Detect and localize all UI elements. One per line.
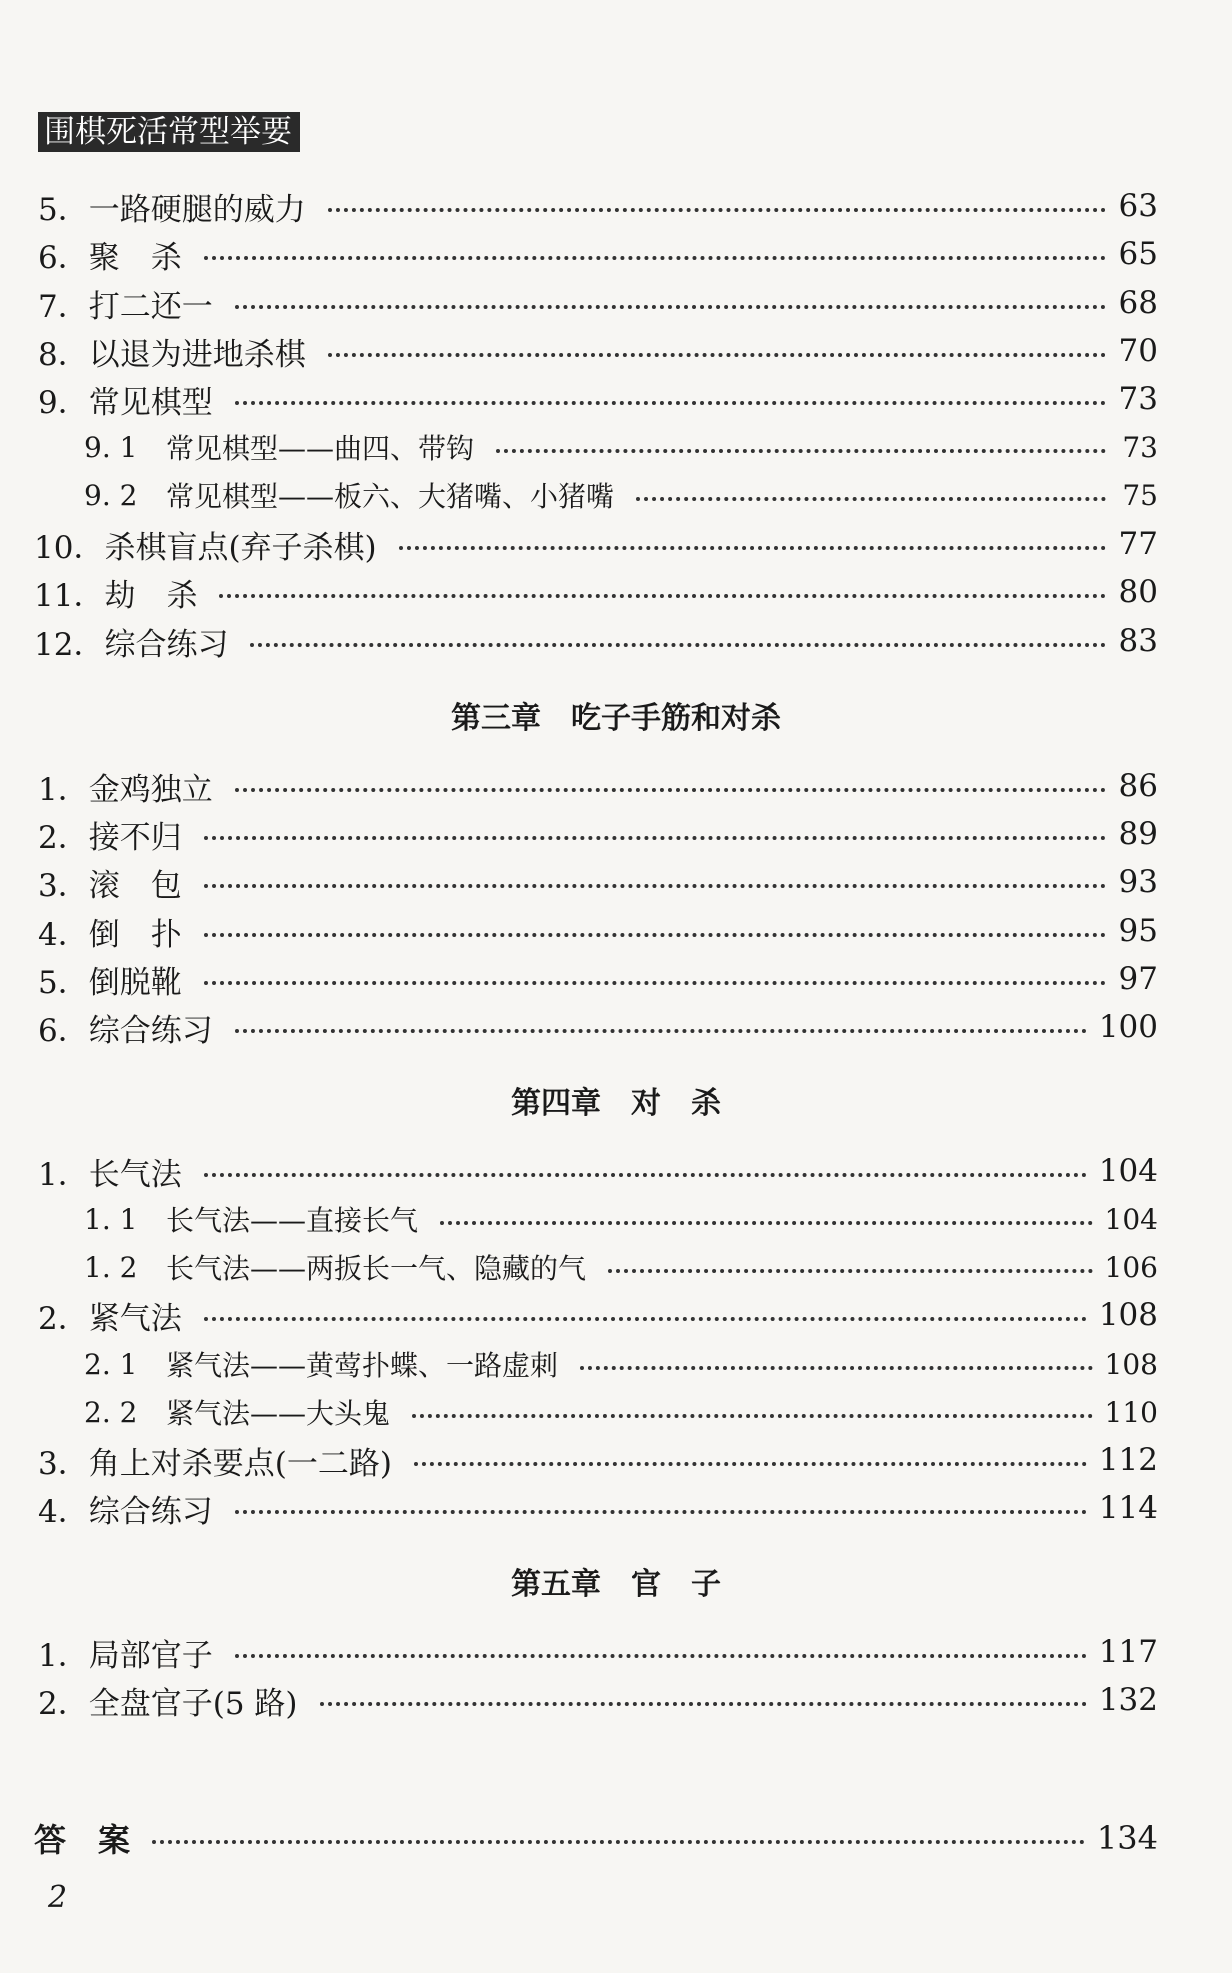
entry-number: 1． [38,1156,89,1193]
entry-number: 1． [38,771,89,808]
toc-entry[interactable] [38,909,1158,953]
entry-title: 滚 包 [88,867,182,904]
dot-leader [204,981,1106,985]
toc-entry[interactable] [38,1149,1158,1193]
toc-subentry[interactable] [84,425,1158,469]
entry-title: 角上对杀要点(一二路) [88,1445,392,1482]
entry-number: 6． [38,239,89,276]
entry-title: 杀棋盲点(弃子杀棋) [104,529,377,566]
dot-leader [204,884,1106,888]
dot-leader [440,1221,1093,1225]
dot-leader [399,546,1106,550]
toc-entry[interactable] [38,377,1158,421]
entry-title: 以退为进地杀棋 [88,336,306,373]
entry-page: 112 [1098,1442,1158,1478]
entry-number: 1. 2 [84,1250,138,1284]
chapter-heading: 第四章 对 杀 [511,1086,721,1121]
dot-leader [414,1462,1087,1466]
entry-page: 100 [1098,1009,1158,1045]
toc-entry-answers[interactable] [34,1816,1158,1860]
entry-number: 11． [34,577,105,614]
entry-page: 73 [1118,381,1158,417]
entry-title: 综合练习 [88,1012,213,1049]
entry-title: 答 案 [34,1821,131,1859]
entry-page: 104 [1104,1202,1158,1236]
entry-page: 95 [1118,913,1158,949]
toc-subentry[interactable] [84,1197,1158,1241]
dot-leader [235,1029,1087,1033]
entry-page: 108 [1098,1297,1158,1333]
entry-title: 接不归 [88,819,182,856]
toc-entry[interactable] [38,957,1158,1001]
toc-subentry[interactable] [84,1342,1158,1386]
toc-entry[interactable] [38,1293,1158,1337]
entry-title: 常见棋型——曲四、带钩 [166,432,475,465]
entry-number: 7． [38,288,89,325]
dot-leader [152,1840,1085,1844]
toc-subentry[interactable] [84,473,1158,517]
dot-leader [204,1317,1087,1321]
toc-entry[interactable] [38,1005,1158,1049]
entry-title: 金鸡独立 [88,771,213,808]
entry-number: 3． [38,1445,89,1482]
entry-page: 77 [1118,526,1158,562]
entry-title: 常见棋型——板六、大猪嘴、小猪嘴 [166,480,615,513]
entry-title: 打二还一 [88,288,213,325]
dot-leader [608,1269,1093,1273]
toc-subentry[interactable] [84,1390,1158,1434]
entry-page: 104 [1098,1153,1158,1189]
dot-leader [235,305,1106,309]
entry-number: 9． [38,384,89,421]
entry-number: 6． [38,1012,89,1049]
entry-page: 106 [1104,1250,1158,1284]
entry-number: 10． [34,529,105,566]
dot-leader [320,1702,1087,1706]
toc-entry[interactable] [38,1630,1158,1674]
entry-page: 97 [1118,961,1158,997]
entry-page: 65 [1118,236,1158,272]
entry-title: 局部官子 [88,1637,213,1674]
toc-entry[interactable] [38,812,1158,856]
entry-title: 倒脱靴 [88,964,182,1001]
entry-number: 1． [38,1637,89,1674]
entry-page: 93 [1118,864,1158,900]
entry-page: 110 [1104,1395,1158,1429]
dot-leader [204,1173,1087,1177]
entry-page: 83 [1118,623,1158,659]
entry-title: 长气法 [88,1156,182,1193]
chapter-heading: 第三章 吃子手筋和对杀 [451,701,781,736]
entry-page: 73 [1122,430,1158,464]
toc-entry[interactable] [38,860,1158,904]
entry-page: 86 [1118,768,1158,804]
entry-title: 常见棋型 [88,384,213,421]
dot-leader [328,208,1106,212]
page-number: 2 [48,1880,68,1915]
entry-title: 倒 扑 [88,916,182,953]
dot-leader [235,1510,1087,1514]
entry-page: 114 [1098,1490,1158,1526]
toc-entry[interactable] [38,281,1158,325]
entry-page: 80 [1118,574,1158,610]
toc-entry[interactable] [34,570,1158,614]
chapter-heading: 第五章 官 子 [511,1567,721,1602]
entry-page: 108 [1104,1347,1158,1381]
toc-entry[interactable] [38,329,1158,373]
entry-page: 68 [1118,285,1158,321]
toc-entry[interactable] [38,764,1158,808]
entry-number: 2． [38,1300,89,1337]
entry-page: 63 [1118,188,1158,224]
entry-title: 紧气法——大头鬼 [166,1397,391,1430]
dot-leader [328,353,1106,357]
dot-leader [219,594,1106,598]
dot-leader [636,497,1106,501]
entry-title: 劫 杀 [104,577,198,614]
entry-page: 89 [1118,816,1158,852]
dot-leader [496,449,1106,453]
entry-number: 2． [38,819,89,856]
toc-entry[interactable] [34,619,1158,663]
dot-leader [250,643,1106,647]
entry-number: 5． [38,964,89,1001]
entry-number: 2． [38,1685,89,1722]
toc-entry[interactable] [38,1438,1158,1482]
toc-entry[interactable] [38,1486,1158,1530]
dot-leader [412,1414,1093,1418]
entry-number: 2. 1 [84,1347,138,1381]
toc-entry[interactable] [38,1678,1158,1722]
dot-leader [204,836,1106,840]
entry-number: 3． [38,867,89,904]
entry-page: 75 [1122,478,1158,512]
entry-title: 紧气法 [88,1300,182,1337]
entry-page: 117 [1098,1634,1158,1670]
entry-number: 9. 1 [84,430,138,464]
dot-leader [580,1366,1093,1370]
dot-leader [204,933,1106,937]
entry-title: 综合练习 [104,626,229,663]
entry-title: 全盘官子(5 路) [88,1685,298,1722]
entry-page: 70 [1118,333,1158,369]
toc-entry[interactable] [34,522,1158,566]
entry-number: 4． [38,916,89,953]
entry-number: 1. 1 [84,1202,138,1236]
entry-title: 聚 杀 [88,239,182,276]
dot-leader [235,1654,1087,1658]
entry-number: 2. 2 [84,1395,138,1429]
entry-page: 132 [1098,1682,1158,1718]
toc-entry[interactable] [38,232,1158,276]
dot-leader [204,256,1106,260]
entry-title: 一路硬腿的威力 [88,191,306,228]
toc-subentry[interactable] [84,1245,1158,1289]
book-title-tag: 围棋死活常型举要 [38,112,300,152]
dot-leader [235,401,1106,405]
entry-number: 12． [34,626,105,663]
entry-number: 4． [38,1493,89,1530]
entry-title: 紧气法——黄莺扑蝶、一路虚刺 [166,1349,559,1382]
entry-title: 长气法——两扳长一气、隐藏的气 [166,1252,587,1285]
dot-leader [235,788,1106,792]
toc-entry[interactable] [38,184,1158,228]
entry-number: 5． [38,191,89,228]
entry-page: 134 [1096,1819,1158,1857]
entry-title: 综合练习 [88,1493,213,1530]
entry-title: 长气法——直接长气 [166,1204,419,1237]
entry-number: 8． [38,336,89,373]
entry-number: 9. 2 [84,478,138,512]
